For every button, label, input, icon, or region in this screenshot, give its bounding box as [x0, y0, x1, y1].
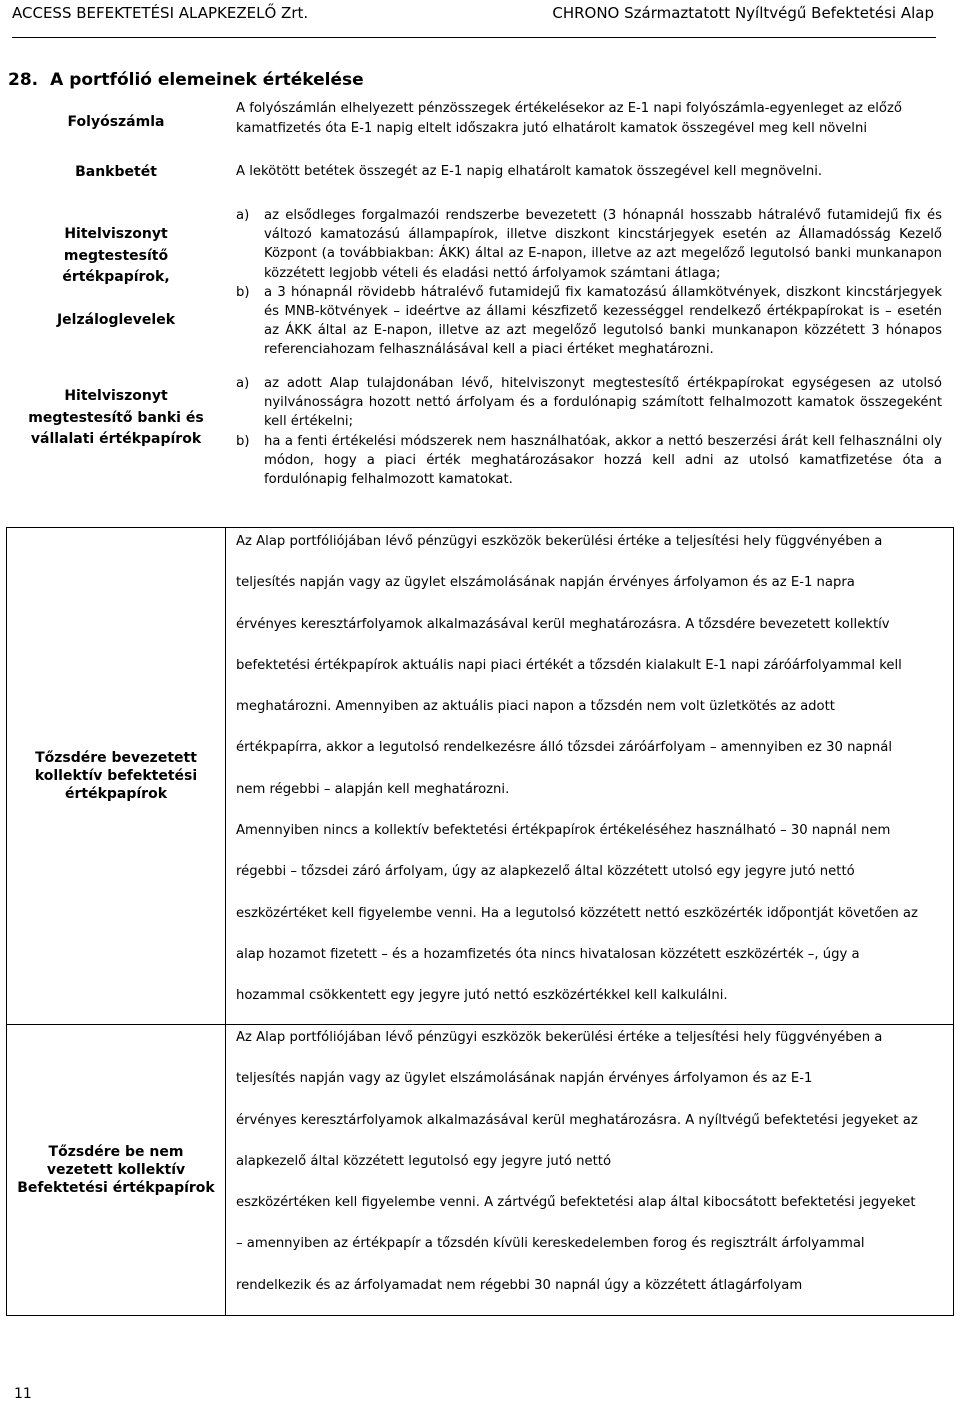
text-line: érvényes keresztárfolyamok alkalmazásával kerül meghatározásra. A nyíltvégű befektetési jegyeket az: [236, 1112, 918, 1128]
hitel-list-2: [236, 374, 942, 489]
item-marker: a): [236, 376, 250, 391]
label-nemtozsdei-line2: vezetett kollektív: [46, 1161, 186, 1178]
text-line: eszközértéken kell figyelembe venni. A zártvégű befektetési alap által kibocsátott befektetési jegyeket: [236, 1195, 916, 1211]
text-line: hozammal csökkentett egy jegyre jutó nettó eszközértékkel kell kalkulálni.: [236, 988, 728, 1004]
label-nemtozsdei-line3: Befektetési értékpapírok: [17, 1180, 215, 1197]
text-line: rendelkezik és az árfolyamadat nem régebbi 30 napnál úgy a közzétett átlagárfolyam: [236, 1277, 803, 1293]
tozsdei-text: [236, 521, 941, 1017]
header-rule: [12, 37, 936, 38]
nemtozsdei-text: [236, 1017, 941, 1306]
label-tozsdei-line2: kollektív befektetési: [34, 767, 198, 784]
text-bankbetet-cell: [226, 151, 954, 194]
label-hitel-line1: Hitelviszonyt: [64, 226, 168, 242]
item-text: a 3 hónapnál rövidebb hátralévő futamidejű fix kamatozású államkötvények, diszkont kincstárjegyek és MNB-kötvények – ideértve az állami készfizető kezességgel rendelkező értékpapírokat is – esetén az ÁKK által az E-napon, illetve az azt megelőző legutolsó banki munkanapon közzétett 3 hónapos referenciahozam felhasználásával kell a piaci értéket meghatározni.: [264, 284, 942, 358]
item-marker: b): [236, 433, 250, 449]
text-line: Az Alap portfóliójában lévő pénzügyi eszközök bekerülési értéke a teljesítési hely függvényében a: [236, 534, 883, 549]
item-text: ha a fenti értékelési módszerek nem használhatóak, akkor a nettó beszerzési árát kell felhasználni oly módon, hogy a piaci érték meghatározásakor hozzá kell adni az utolsó kamatfizetése óta a fordulónapig felhalmozott kamatokat.: [264, 433, 942, 488]
hitel-item-b2: [236, 432, 942, 490]
text-folyoszamla: A folyószámlán elhelyezett pénzösszegek értékelésekor az E-1 napi folyószámla-egyenleget az előző kamatfizetés óta E-1 napig eltelt időszakra jutó elhatárolt kamatok összegével meg kell növelni: [236, 101, 902, 136]
text-tozsdei-cell: [226, 527, 954, 1025]
text-line: eszközértéket kell figyelembe venni. Ha a legutolsó közzétett nettó eszközérték időpontját követően az: [236, 905, 918, 921]
text-line: alap hozamot fizetett – és a hozamfizetés óta nincs hivatalosan közzétett eszközérték –, úgy a: [236, 946, 860, 962]
text-line: befektetési értékpapírok aktuális napi piaci értékét a tőzsdén kialakult E-1 napi záróárfolyammal kell: [236, 657, 902, 673]
text-nemtozsdei-cell: [226, 1024, 954, 1316]
text-hitel-cell: [226, 194, 954, 504]
item-text: az adott Alap tulajdonában lévő, hitelviszonyt megtestesítő értékpapírokat egységesen az utolsó nyilvánosságra hozott nettó árfolyam és a fordulónapig számított felhalmozott kamatok összegeként kell értékelni;: [264, 376, 942, 430]
section-title: A portfólió elemeinek értékelése: [50, 70, 364, 90]
label-tozsdei-line1: Tőzsdére bevezetett: [35, 749, 197, 766]
section-number: 28.: [8, 70, 39, 90]
label-hitel-line5: Hitelviszonyt: [64, 388, 168, 404]
text-line: értékpapírra, akkor a legutolsó rendelkezésre álló tőzsdei záróárfolyam – amennyiben ez 30 napnál: [236, 740, 892, 756]
item-marker: b): [236, 284, 250, 300]
hitel-item-a1: [236, 206, 942, 283]
label-bankbetet-cell: [6, 151, 226, 194]
label-bankbetet: Bankbetét: [75, 164, 157, 181]
page-number: 11: [14, 1386, 32, 1402]
label-tozsdei-line3: értékpapírok: [64, 786, 168, 803]
text-line: – amennyiben az értékpapír a tőzsdén kívüli kereskedelemben forog és regisztrált árfolyammal: [236, 1236, 865, 1252]
text-line: alapkezelő által közzétett legutolsó egy jegyre jutó nettó: [236, 1153, 612, 1169]
label-hitel-line6: megtestesítő banki és: [28, 409, 204, 426]
label-folyoszamla-cell: [6, 93, 226, 151]
text-line: meghatározni. Amennyiben az aktuális piaci napon a tőzsdén nem volt üzletkötés az adott: [236, 699, 835, 715]
text-line: teljesítés napján vagy az ügylet elszámolásának napján érvényes árfolyamon és az E-1: [236, 1071, 813, 1087]
label-hitel-line2: megtestesítő: [63, 247, 169, 264]
text-bankbetet: A lekötött betétek összegét az E-1 napig elhatárolt kamatok összegével kell megnövelni.: [236, 164, 823, 179]
text-line: Amennyiben nincs a kollektív befektetési értékpapírok értékeléséhez használható – 30 napnál nem: [236, 823, 891, 839]
hitel-item-a2: [236, 374, 942, 432]
label-hitel-line4: Jelzáloglevelek: [56, 311, 176, 328]
label-hitel-line7: vállalati értékpapírok: [30, 431, 202, 447]
text-line: teljesítés napján vagy az ügylet elszámolásának napján érvényes árfolyamon és az E-1 napra: [236, 575, 855, 591]
header-fund-name: CHRONO Származtatott Nyíltvégű Befektetési Alap: [552, 4, 934, 22]
page-header: [12, 4, 934, 26]
text-line: érvényes keresztárfolyamok alkalmazásával kerül meghatározásra. A tőzsdére bevezetett kollektív: [236, 616, 890, 632]
header-company: ACCESS BEFEKTETÉSI ALAPKEZELŐ Zrt.: [12, 4, 309, 22]
label-nemtozsdei-line1: Tőzsdére be nem: [48, 1143, 184, 1160]
label-folyoszamla: Folyószámla: [67, 113, 165, 130]
text-line: Az Alap portfóliójában lévő pénzügyi eszközök bekerülési értéke a teljesítési hely függvényében a: [236, 1030, 883, 1045]
section-heading: [8, 70, 364, 90]
label-hitel-cell: [6, 194, 226, 504]
hitel-item-b1: [236, 283, 942, 360]
label-hitel-line3: értékpapírok,: [62, 269, 170, 285]
label-tozsdei-cell: [6, 527, 226, 1025]
text-line: nem régebbi – alapján kell meghatározni.: [236, 781, 510, 797]
hitel-list-1: [236, 206, 942, 360]
item-text: az elsődleges forgalmazói rendszerbe bevezetett (3 hónapnál hosszabb hátralévő futamidejű fix és változó kamatozású állampapírok, illetve diszkont kincstárjegyek esetén az Államadósság Kezelő Központ (a továbbiakban: ÁKK) által az E-napon, illetve az azt megelőző legutolsó banki munkanapon közzétett legjobb vételi és eladási nettó árfolyamok számtani átlaga;: [264, 208, 942, 281]
label-nemtozsdei-cell: [6, 1024, 226, 1316]
text-line: régebbi – tőzsdei záró árfolyam, úgy az alapkezelő által közzétett utolsó egy jegyre jutó nettó: [236, 864, 855, 880]
text-folyoszamla-cell: [226, 93, 954, 151]
item-marker: a): [236, 208, 250, 223]
